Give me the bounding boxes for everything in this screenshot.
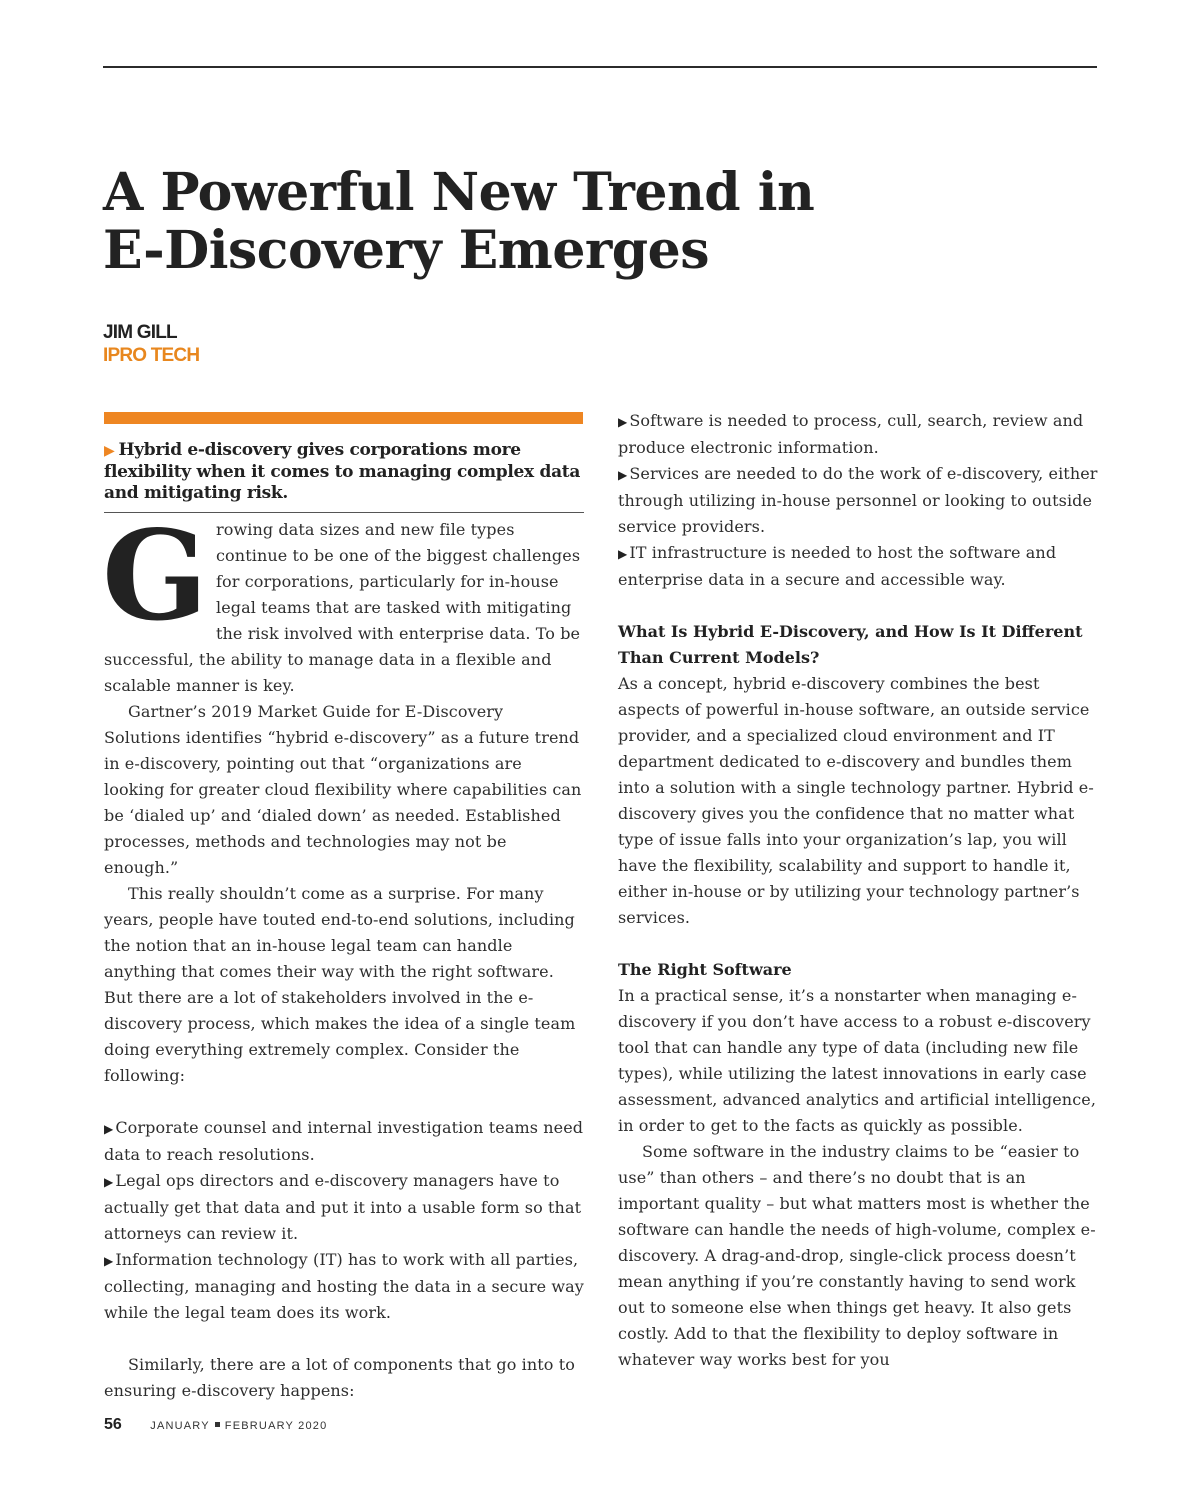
article-title: [103, 164, 1003, 280]
triangle-bullet-icon: ▶: [618, 415, 628, 429]
paragraph-gartner: Gartner’s 2019 Market Guide for E-Discovery Solutions identifies “hybrid e-discovery” as a future trend in e-discovery, pointing out that “organizations are looking for greater cloud flexibility where capabilities can be ‘dialed up’ and ‘dialed down’ as needed. Established processes, methods and technologies may not be enough.”: [104, 702, 582, 877]
triangle-bullet-icon: ▶: [104, 443, 115, 459]
title-line-1: A Powerful New Trend in: [103, 162, 815, 223]
paragraph-components: Similarly, there are a lot of components that go into to ensuring e-discovery happens:: [104, 1355, 575, 1400]
subheading-hybrid: What Is Hybrid E-Discovery, and How Is It Different Than Current Models?: [618, 622, 1083, 667]
paragraph-hybrid: As a concept, hybrid e-discovery combines the best aspects of powerful in-house software, an outside service provider, and a specialized cloud environment and IT department dedicated to e-discovery and bundles them into a solution with a single technology partner. Hybrid e-discovery gives you the confidence that no matter what type of issue falls into your organization’s lap, you will have the flexibility, scalability and support to handle it, either in-house or by utilizing your technology partner’s services.: [618, 674, 1094, 927]
spacer: [618, 593, 1098, 619]
title-line-2: E-Discovery Emerges: [103, 220, 710, 281]
list-item: [104, 1168, 584, 1247]
drop-cap: G: [102, 504, 208, 649]
spacer: [104, 1326, 584, 1352]
left-column: [104, 412, 584, 1404]
intro-text: rowing data sizes and new file types continue to be one of the biggest challenges for corporations, particularly for in-house legal teams that are tasked with mitigating the risk involved with enterprise data. To be successful, the ability to manage data in a flexible and scalable manner is key.: [104, 520, 581, 695]
triangle-bullet-icon: ▶: [104, 1122, 114, 1136]
list-item-text: Corporate counsel and internal investigation teams need data to reach resolutions.: [104, 1118, 584, 1164]
issue-date-month-1: JANUARY: [150, 1420, 210, 1432]
spacer: [104, 1089, 584, 1115]
list-item-text: Software is needed to process, cull, search, review and produce electronic information.: [618, 411, 1084, 457]
list-item-text: Services are needed to do the work of e-discovery, either through utilizing in-house personnel or looking to outside service providers.: [618, 464, 1098, 536]
right-column: [618, 408, 1098, 1373]
triangle-bullet-icon: ▶: [618, 468, 628, 482]
paragraph-easier: Some software in the industry claims to be “easier to use” than others – and there’s no doubt that is an important quality – but what matters most is whether the software can handle the needs of high-volume, complex e-discovery. A drag-and-drop, single-click process doesn’t mean anything if you’re constantly having to send work out to someone else when things get heavy. It also gets costly. Add to that the flexibility to deploy software in whatever way works best for you: [618, 1142, 1096, 1369]
subheading-software: The Right Software: [618, 960, 792, 979]
page-footer: [104, 1416, 327, 1434]
deck: [104, 440, 584, 513]
list-item: [104, 1247, 584, 1326]
triangle-bullet-icon: ▶: [104, 1175, 114, 1189]
accent-bar: [104, 412, 583, 424]
issue-date-month-2: FEBRUARY 2020: [224, 1420, 328, 1432]
list-item: [618, 540, 1098, 593]
list-item-text: Legal ops directors and e-discovery managers have to actually get that data and put it into a usable form so that attorneys can review it.: [104, 1171, 582, 1243]
intro-paragraph: [102, 504, 584, 699]
author-name: JIM GILL: [103, 322, 177, 343]
spacer: [618, 931, 1098, 957]
byline: [103, 321, 199, 367]
author-company: IPRO TECH: [103, 345, 200, 366]
top-rule: [103, 66, 1097, 68]
triangle-bullet-icon: ▶: [104, 1254, 114, 1268]
issue-date: [150, 1420, 327, 1432]
deck-text: Hybrid e-discovery gives corporations more flexibility when it comes to managing complex data and mitigating risk.: [104, 440, 581, 503]
paragraph-software: In a practical sense, it’s a nonstarter when managing e-discovery if you don’t have access to a robust e-discovery tool that can handle any type of data (including new file types), while utilizing the latest innovations in early case assessment, advanced analytics and artificial intelligence, in order to get to the facts as quickly as possible.: [618, 986, 1097, 1135]
paragraph-surprise: This really shouldn’t come as a surprise. For many years, people have touted end-to-end solutions, including the notion that an in-house legal team can handle anything that comes their way with the right software. But there are a lot of stakeholders involved in the e-discovery process, which makes the idea of a single team doing everything extremely complex. Consider the following:: [104, 884, 576, 1085]
list-item-text: Information technology (IT) has to work with all parties, collecting, managing and hosting the data in a secure way while the legal team does its work.: [104, 1250, 584, 1322]
list-item: [618, 461, 1098, 540]
triangle-bullet-icon: ▶: [618, 547, 628, 561]
list-item: [104, 1115, 584, 1168]
list-item-text: IT infrastructure is needed to host the software and enterprise data in a secure and accessible way.: [618, 543, 1057, 589]
square-separator-icon: [215, 1422, 220, 1427]
list-item: [618, 408, 1098, 461]
page-number: 56: [104, 1416, 122, 1433]
